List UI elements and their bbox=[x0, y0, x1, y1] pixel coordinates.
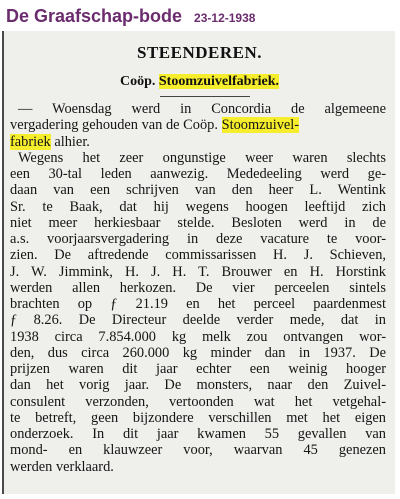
article-headline: STEENDEREN. bbox=[136, 43, 262, 62]
search-highlight: fabriek bbox=[10, 133, 51, 150]
body-line: te betreft, geen bijzondere verschillen met het eigen bbox=[10, 409, 386, 426]
article-body bbox=[10, 101, 386, 475]
body-line: onderzoek. In dit jaar kwamen 55 gevallen van bbox=[10, 426, 386, 442]
search-highlight: Stoomzuivel- bbox=[221, 117, 300, 134]
body-line: prijzen waren dit jaar echter een weinig hooger bbox=[10, 361, 386, 377]
body-line: a.s. voorjaarsvergadering in deze vacature te voor- bbox=[10, 231, 386, 247]
body-line: daan van een schrijven van den heer L. Wentink bbox=[10, 182, 386, 199]
divider-rule bbox=[160, 96, 250, 97]
page-header bbox=[6, 6, 255, 28]
newspaper-clipping bbox=[2, 31, 395, 494]
body-line: werden verklaard. bbox=[10, 458, 114, 475]
body-line: zien. De aftredende commissarissen H. J. Schieven, bbox=[10, 247, 386, 264]
publication-date: 23-12-1938 bbox=[194, 11, 256, 25]
body-line: werden allen herkozen. De vier perceelen sintels bbox=[10, 279, 386, 296]
body-line: 1938 circa 7.854.000 kg melk zou ontvangen wor- bbox=[10, 328, 386, 345]
body-line: — Woensdag werd in Concordia de algemeene bbox=[18, 101, 386, 117]
body-line bbox=[10, 117, 386, 133]
body-line: consulent verzonden, vertoonden wat het vetgehal- bbox=[10, 393, 386, 410]
body-line: fabriek alhier. bbox=[10, 133, 90, 150]
body-line: ƒ 8.26. De Directeur deelde verder mede, dat in bbox=[10, 312, 386, 329]
body-line: J. W. Jimmink, H. J. H. T. Brouwer en H. Horstink bbox=[10, 263, 386, 280]
body-line: brachten op ƒ 21.19 en het perceel paardenmest bbox=[10, 296, 386, 312]
subhead-highlight: Stoomzuivelfabriek. bbox=[158, 74, 280, 89]
body-line-text: vergadering gehouden van de Coöp. bbox=[10, 117, 218, 134]
body-line: mond- en klauwzeer voor, waarvan 45 genezen bbox=[10, 442, 386, 459]
body-line: Sr. te Baak, dat hij wegens hoogen leeftijd zich bbox=[10, 198, 386, 215]
body-line: dan het vorig jaar. De monsters, naar den Zuivel- bbox=[10, 377, 386, 394]
body-line: een 30-tal leden aanwezig. Mededeeling werd ge- bbox=[10, 166, 386, 182]
subhead-prefix: Coöp. bbox=[119, 74, 159, 89]
body-line: niet meer herkiesbaar stelde. Besloten werd in de bbox=[10, 214, 386, 231]
newspaper-title: De Graafschap-bode bbox=[6, 6, 183, 26]
body-line: den, dus circa 260.000 kg minder dan in 1937. De bbox=[10, 344, 386, 361]
article-subhead bbox=[4, 74, 395, 90]
body-line: Wegens het zeer ongunstige weer waren slechts bbox=[18, 149, 386, 166]
